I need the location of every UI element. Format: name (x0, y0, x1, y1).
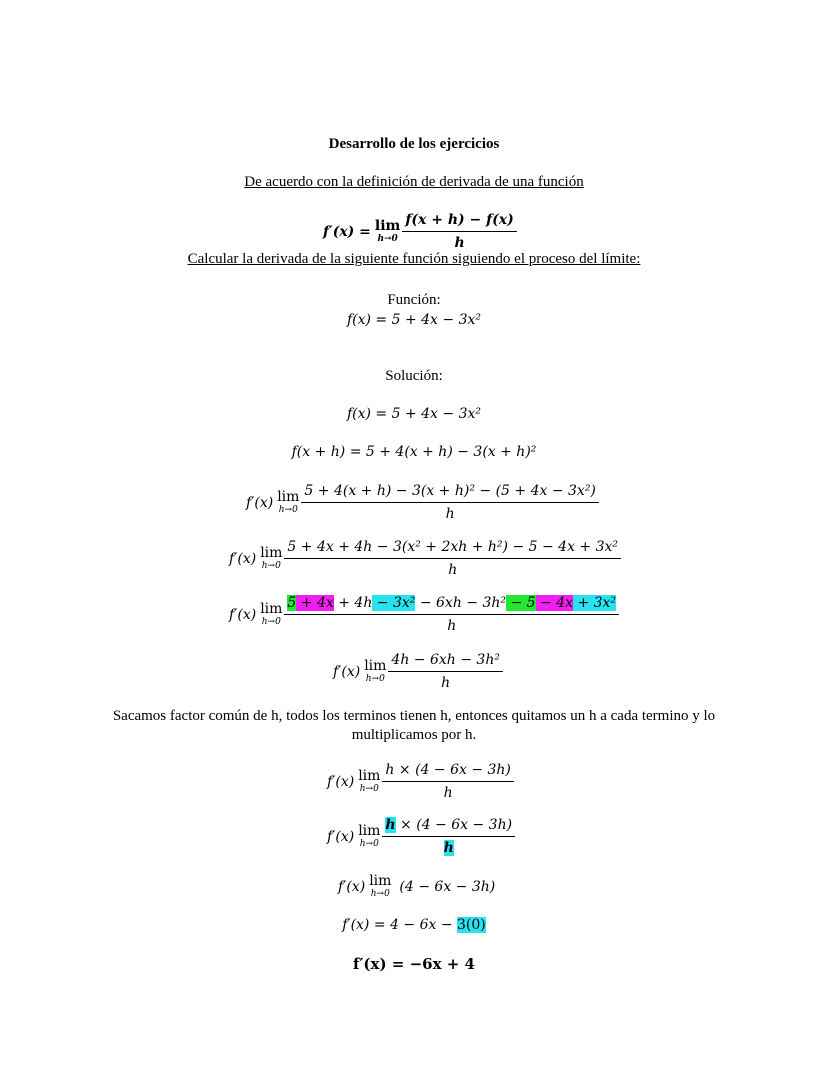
step-limit-cancelled: f′(x) lim h→0 (4 − 6x − 3h) (338, 873, 496, 899)
highlight-cancel-h: h (443, 840, 454, 856)
step-limit-simplified: f′(x) lim h→0 $\frac{\text{4h − 6xh − 3h²}}{h}$ (333, 652, 503, 691)
derivative-definition (323, 212, 517, 251)
highlight-green-term: 5 (287, 595, 297, 611)
step-limit-highlighted: f′(x) lim h→0 $\frac{\text{5 + 4x + 4h − 3x² − 6xh − 3h² − 5 − 4x + 3x²}}{h}$ (229, 595, 619, 634)
solution-label: Solución: (385, 368, 443, 384)
highlight-magenta-term: − 4x (535, 595, 573, 611)
step-fxh: f(x + h) = 5 + 4(x + h) − 3(x + h)² (291, 444, 537, 460)
highlight-cyan-term: − 3x² (372, 595, 416, 611)
definition-lhs: f′(x) = (323, 223, 371, 240)
function-label: Función: (387, 292, 441, 308)
factor-note-line1: Sacamos factor común de h, todos los terminos tienen h, entonces quitamos un h a cada termino y lo (112, 708, 716, 724)
highlight-evaluate-term: 3(0) (457, 917, 486, 933)
highlight-cancel-h: h (385, 817, 396, 833)
step-evaluate: f′(x) = 4 − 6x − 3(0) (342, 917, 486, 933)
definition-limit: lim h→0 (374, 218, 401, 244)
definition-fraction (402, 212, 516, 251)
function-expression: f(x) = 5 + 4x − 3x² (346, 312, 482, 328)
highlight-green-term: − 5 (506, 595, 536, 611)
factor-note-line2: multiplicamos por h. (351, 727, 477, 743)
page-title: Desarrollo de los ejercicios (328, 136, 500, 152)
instruction-text: Calcular la derivada de la siguiente función siguiendo el proceso del límite: (187, 251, 641, 267)
step-limit-substitution: f′(x) lim h→0 $\frac{\text{5 + 4(x + h) − 3(x + h)² − (5 + 4x − 3x²)}}{h}$ (246, 483, 599, 522)
highlight-magenta-term: + 4x (296, 595, 334, 611)
step-limit-expanded: f′(x) lim h→0 $\frac{\text{5 + 4x + 4h − 3(x² + 2xh + h²) − 5 − 4x + 3x²}}{h}$ (229, 539, 621, 578)
final-result: f′(x) = −6x + 4 (353, 955, 475, 973)
step-factored: f′(x) lim h→0 $\frac{h \times (4 - 6x - 3h)}{h}$ (327, 762, 514, 801)
step-factored-highlighted: f′(x) lim h→0 $\frac{h \times (4 - 6x - 3h)}{h}$ (327, 817, 515, 856)
definition-denominator: h (454, 235, 465, 251)
definition-numerator: f(x + h) − f(x) (402, 212, 516, 232)
step-fx: f(x) = 5 + 4x − 3x² (346, 406, 482, 422)
definition-intro: De acuerdo con la definición de derivada de una función (244, 174, 584, 190)
highlight-cyan-term: + 3x² (573, 595, 617, 611)
